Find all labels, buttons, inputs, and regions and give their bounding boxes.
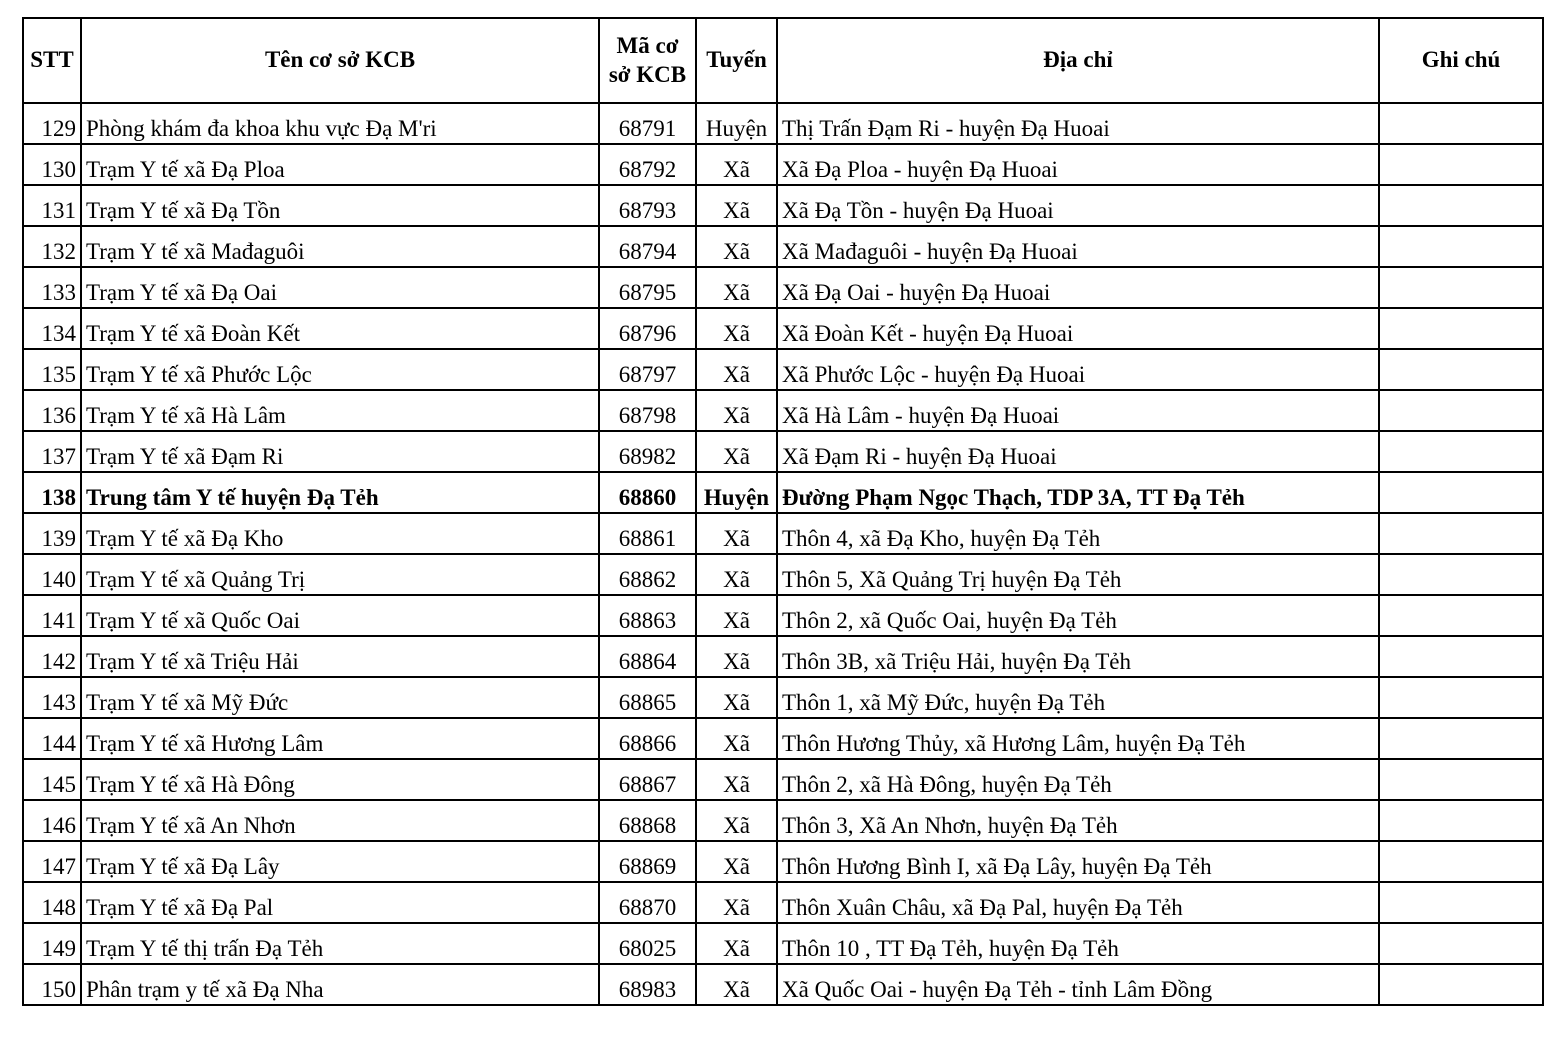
cell-code: 68797: [599, 349, 696, 390]
cell-note: [1379, 759, 1543, 800]
cell-code: 68982: [599, 431, 696, 472]
cell-stt: 146: [23, 800, 81, 841]
cell-stt: 130: [23, 144, 81, 185]
table-row: [23, 964, 1543, 1005]
cell-name: Trạm Y tế xã Đạ Oai: [81, 267, 599, 308]
cell-address: Xã Đạ Tồn - huyện Đạ Huoai: [777, 185, 1379, 226]
cell-level: Xã: [696, 267, 777, 308]
cell-code: 68863: [599, 595, 696, 636]
cell-code: 68860: [599, 472, 696, 513]
cell-address: Thôn 3B, xã Triệu Hải, huyện Đạ Tẻh: [777, 636, 1379, 677]
cell-note: [1379, 923, 1543, 964]
cell-address: Thôn 1, xã Mỹ Đức, huyện Đạ Tẻh: [777, 677, 1379, 718]
cell-stt: 143: [23, 677, 81, 718]
cell-level: Xã: [696, 144, 777, 185]
cell-level: Xã: [696, 841, 777, 882]
cell-address: Xã Quốc Oai - huyện Đạ Tẻh - tỉnh Lâm Đồng: [777, 964, 1379, 1005]
cell-level: Huyện: [696, 472, 777, 513]
table-row: [23, 144, 1543, 185]
cell-note: [1379, 226, 1543, 267]
cell-name: Trạm Y tế xã Hà Lâm: [81, 390, 599, 431]
table-row: [23, 513, 1543, 554]
cell-code: 68798: [599, 390, 696, 431]
cell-level: Xã: [696, 964, 777, 1005]
cell-code: 68865: [599, 677, 696, 718]
cell-name: Trạm Y tế xã Đạm Ri: [81, 431, 599, 472]
header-level: Tuyến: [696, 18, 777, 103]
table-row: [23, 226, 1543, 267]
cell-code: 68791: [599, 103, 696, 144]
cell-note: [1379, 308, 1543, 349]
cell-note: [1379, 595, 1543, 636]
cell-address: Thôn 10 , TT Đạ Tẻh, huyện Đạ Tẻh: [777, 923, 1379, 964]
cell-code: 68796: [599, 308, 696, 349]
header-code-line2: sở KCB: [608, 61, 687, 87]
cell-name: Trạm Y tế xã Quốc Oai: [81, 595, 599, 636]
cell-stt: 148: [23, 882, 81, 923]
cell-note: [1379, 267, 1543, 308]
cell-address: Xã Đạ Ploa - huyện Đạ Huoai: [777, 144, 1379, 185]
table-row: [23, 595, 1543, 636]
cell-name: Trạm Y tế xã Hà Đông: [81, 759, 599, 800]
cell-level: Xã: [696, 759, 777, 800]
cell-stt: 139: [23, 513, 81, 554]
cell-stt: 149: [23, 923, 81, 964]
table-row: [23, 718, 1543, 759]
cell-name: Trạm Y tế xã Phước Lộc: [81, 349, 599, 390]
cell-level: Xã: [696, 923, 777, 964]
header-name: Tên cơ sở KCB: [81, 18, 599, 103]
cell-stt: 138: [23, 472, 81, 513]
cell-stt: 142: [23, 636, 81, 677]
header-stt: STT: [23, 18, 81, 103]
cell-name: Trạm Y tế xã Đạ Lây: [81, 841, 599, 882]
cell-note: [1379, 144, 1543, 185]
cell-stt: 133: [23, 267, 81, 308]
cell-name: Phòng khám đa khoa khu vực Đạ M'ri: [81, 103, 599, 144]
cell-address: Xã Đạ Oai - huyện Đạ Huoai: [777, 267, 1379, 308]
cell-name: Trạm Y tế xã Đạ Kho: [81, 513, 599, 554]
cell-code: 68861: [599, 513, 696, 554]
cell-stt: 134: [23, 308, 81, 349]
cell-level: Xã: [696, 431, 777, 472]
table-row: [23, 267, 1543, 308]
cell-note: [1379, 513, 1543, 554]
cell-name: Trạm Y tế xã Quảng Trị: [81, 554, 599, 595]
cell-level: Xã: [696, 308, 777, 349]
cell-level: Xã: [696, 349, 777, 390]
cell-note: [1379, 390, 1543, 431]
cell-code: 68792: [599, 144, 696, 185]
table-row: [23, 103, 1543, 144]
table-body: [23, 103, 1543, 1005]
cell-stt: 140: [23, 554, 81, 595]
cell-name: Trạm Y tế xã Đạ Pal: [81, 882, 599, 923]
cell-level: Xã: [696, 390, 777, 431]
cell-code: 68983: [599, 964, 696, 1005]
cell-stt: 150: [23, 964, 81, 1005]
table-row: [23, 923, 1543, 964]
cell-code: 68870: [599, 882, 696, 923]
table-row: [23, 431, 1543, 472]
cell-level: Xã: [696, 636, 777, 677]
cell-name: Trạm Y tế xã Đạ Ploa: [81, 144, 599, 185]
cell-note: [1379, 431, 1543, 472]
cell-note: [1379, 103, 1543, 144]
cell-stt: 145: [23, 759, 81, 800]
cell-code: 68795: [599, 267, 696, 308]
cell-level: Xã: [696, 677, 777, 718]
cell-address: Thôn 5, Xã Quảng Trị huyện Đạ Tẻh: [777, 554, 1379, 595]
cell-name: Trạm Y tế xã Đạ Tồn: [81, 185, 599, 226]
cell-code: 68864: [599, 636, 696, 677]
cell-stt: 136: [23, 390, 81, 431]
cell-address: Xã Đạm Ri - huyện Đạ Huoai: [777, 431, 1379, 472]
cell-stt: 132: [23, 226, 81, 267]
cell-level: Xã: [696, 882, 777, 923]
cell-code: 68867: [599, 759, 696, 800]
cell-name: Trạm Y tế xã Hương Lâm: [81, 718, 599, 759]
cell-note: [1379, 841, 1543, 882]
cell-address: Thôn Hương Bình I, xã Đạ Lây, huyện Đạ Tẻh: [777, 841, 1379, 882]
cell-name: Phân trạm y tế xã Đạ Nha: [81, 964, 599, 1005]
cell-level: Xã: [696, 554, 777, 595]
cell-code: 68868: [599, 800, 696, 841]
cell-note: [1379, 185, 1543, 226]
cell-address: Thôn Xuân Châu, xã Đạ Pal, huyện Đạ Tẻh: [777, 882, 1379, 923]
cell-level: Xã: [696, 595, 777, 636]
cell-address: Thôn 3, Xã An Nhơn, huyện Đạ Tẻh: [777, 800, 1379, 841]
cell-address: Thôn 2, xã Quốc Oai, huyện Đạ Tẻh: [777, 595, 1379, 636]
table-row: [23, 841, 1543, 882]
cell-address: Xã Đoàn Kết - huyện Đạ Huoai: [777, 308, 1379, 349]
cell-name: Trạm Y tế xã Mỹ Đức: [81, 677, 599, 718]
cell-name: Trạm Y tế xã Triệu Hải: [81, 636, 599, 677]
facility-table: [22, 17, 1544, 1006]
cell-code: 68866: [599, 718, 696, 759]
cell-name: Trạm Y tế thị trấn Đạ Tẻh: [81, 923, 599, 964]
cell-stt: 147: [23, 841, 81, 882]
cell-level: Xã: [696, 718, 777, 759]
cell-level: Huyện: [696, 103, 777, 144]
header-code-line1: Mã cơ: [616, 32, 679, 58]
header-code: [599, 18, 696, 103]
table-row: [23, 308, 1543, 349]
cell-note: [1379, 882, 1543, 923]
cell-address: Thôn Hương Thủy, xã Hương Lâm, huyện Đạ Tẻh: [777, 718, 1379, 759]
cell-stt: 131: [23, 185, 81, 226]
table-row: [23, 882, 1543, 923]
cell-code: 68862: [599, 554, 696, 595]
cell-address: Thôn 2, xã Hà Đông, huyện Đạ Tẻh: [777, 759, 1379, 800]
table-row: [23, 349, 1543, 390]
cell-name: Trạm Y tế xã Mađaguôi: [81, 226, 599, 267]
table-row: [23, 390, 1543, 431]
table-row: [23, 677, 1543, 718]
cell-code: 68869: [599, 841, 696, 882]
cell-level: Xã: [696, 226, 777, 267]
table-row: [23, 185, 1543, 226]
cell-level: Xã: [696, 800, 777, 841]
cell-level: Xã: [696, 513, 777, 554]
cell-note: [1379, 718, 1543, 759]
cell-note: [1379, 964, 1543, 1005]
cell-name: Trạm Y tế xã Đoàn Kết: [81, 308, 599, 349]
cell-code: 68793: [599, 185, 696, 226]
cell-name: Trung tâm Y tế huyện Đạ Tẻh: [81, 472, 599, 513]
cell-address: Xã Hà Lâm - huyện Đạ Huoai: [777, 390, 1379, 431]
table-row: [23, 554, 1543, 595]
cell-note: [1379, 349, 1543, 390]
cell-stt: 137: [23, 431, 81, 472]
cell-code: 68025: [599, 923, 696, 964]
cell-address: Xã Phước Lộc - huyện Đạ Huoai: [777, 349, 1379, 390]
header-row: [23, 18, 1543, 103]
cell-note: [1379, 800, 1543, 841]
table-row: [23, 759, 1543, 800]
cell-note: [1379, 472, 1543, 513]
header-address: Địa chỉ: [777, 18, 1379, 103]
cell-level: Xã: [696, 185, 777, 226]
cell-stt: 135: [23, 349, 81, 390]
table-row: [23, 800, 1543, 841]
cell-address: Đường Phạm Ngọc Thạch, TDP 3A, TT Đạ Tẻh: [777, 472, 1379, 513]
cell-stt: 144: [23, 718, 81, 759]
cell-stt: 141: [23, 595, 81, 636]
cell-note: [1379, 677, 1543, 718]
cell-address: Xã Mađaguôi - huyện Đạ Huoai: [777, 226, 1379, 267]
cell-name: Trạm Y tế xã An Nhơn: [81, 800, 599, 841]
cell-note: [1379, 636, 1543, 677]
header-note: Ghi chú: [1379, 18, 1543, 103]
cell-address: Thị Trấn Đạm Ri - huyện Đạ Huoai: [777, 103, 1379, 144]
cell-address: Thôn 4, xã Đạ Kho, huyện Đạ Tẻh: [777, 513, 1379, 554]
cell-stt: 129: [23, 103, 81, 144]
cell-note: [1379, 554, 1543, 595]
table-row: [23, 472, 1543, 513]
cell-code: 68794: [599, 226, 696, 267]
table-row: [23, 636, 1543, 677]
